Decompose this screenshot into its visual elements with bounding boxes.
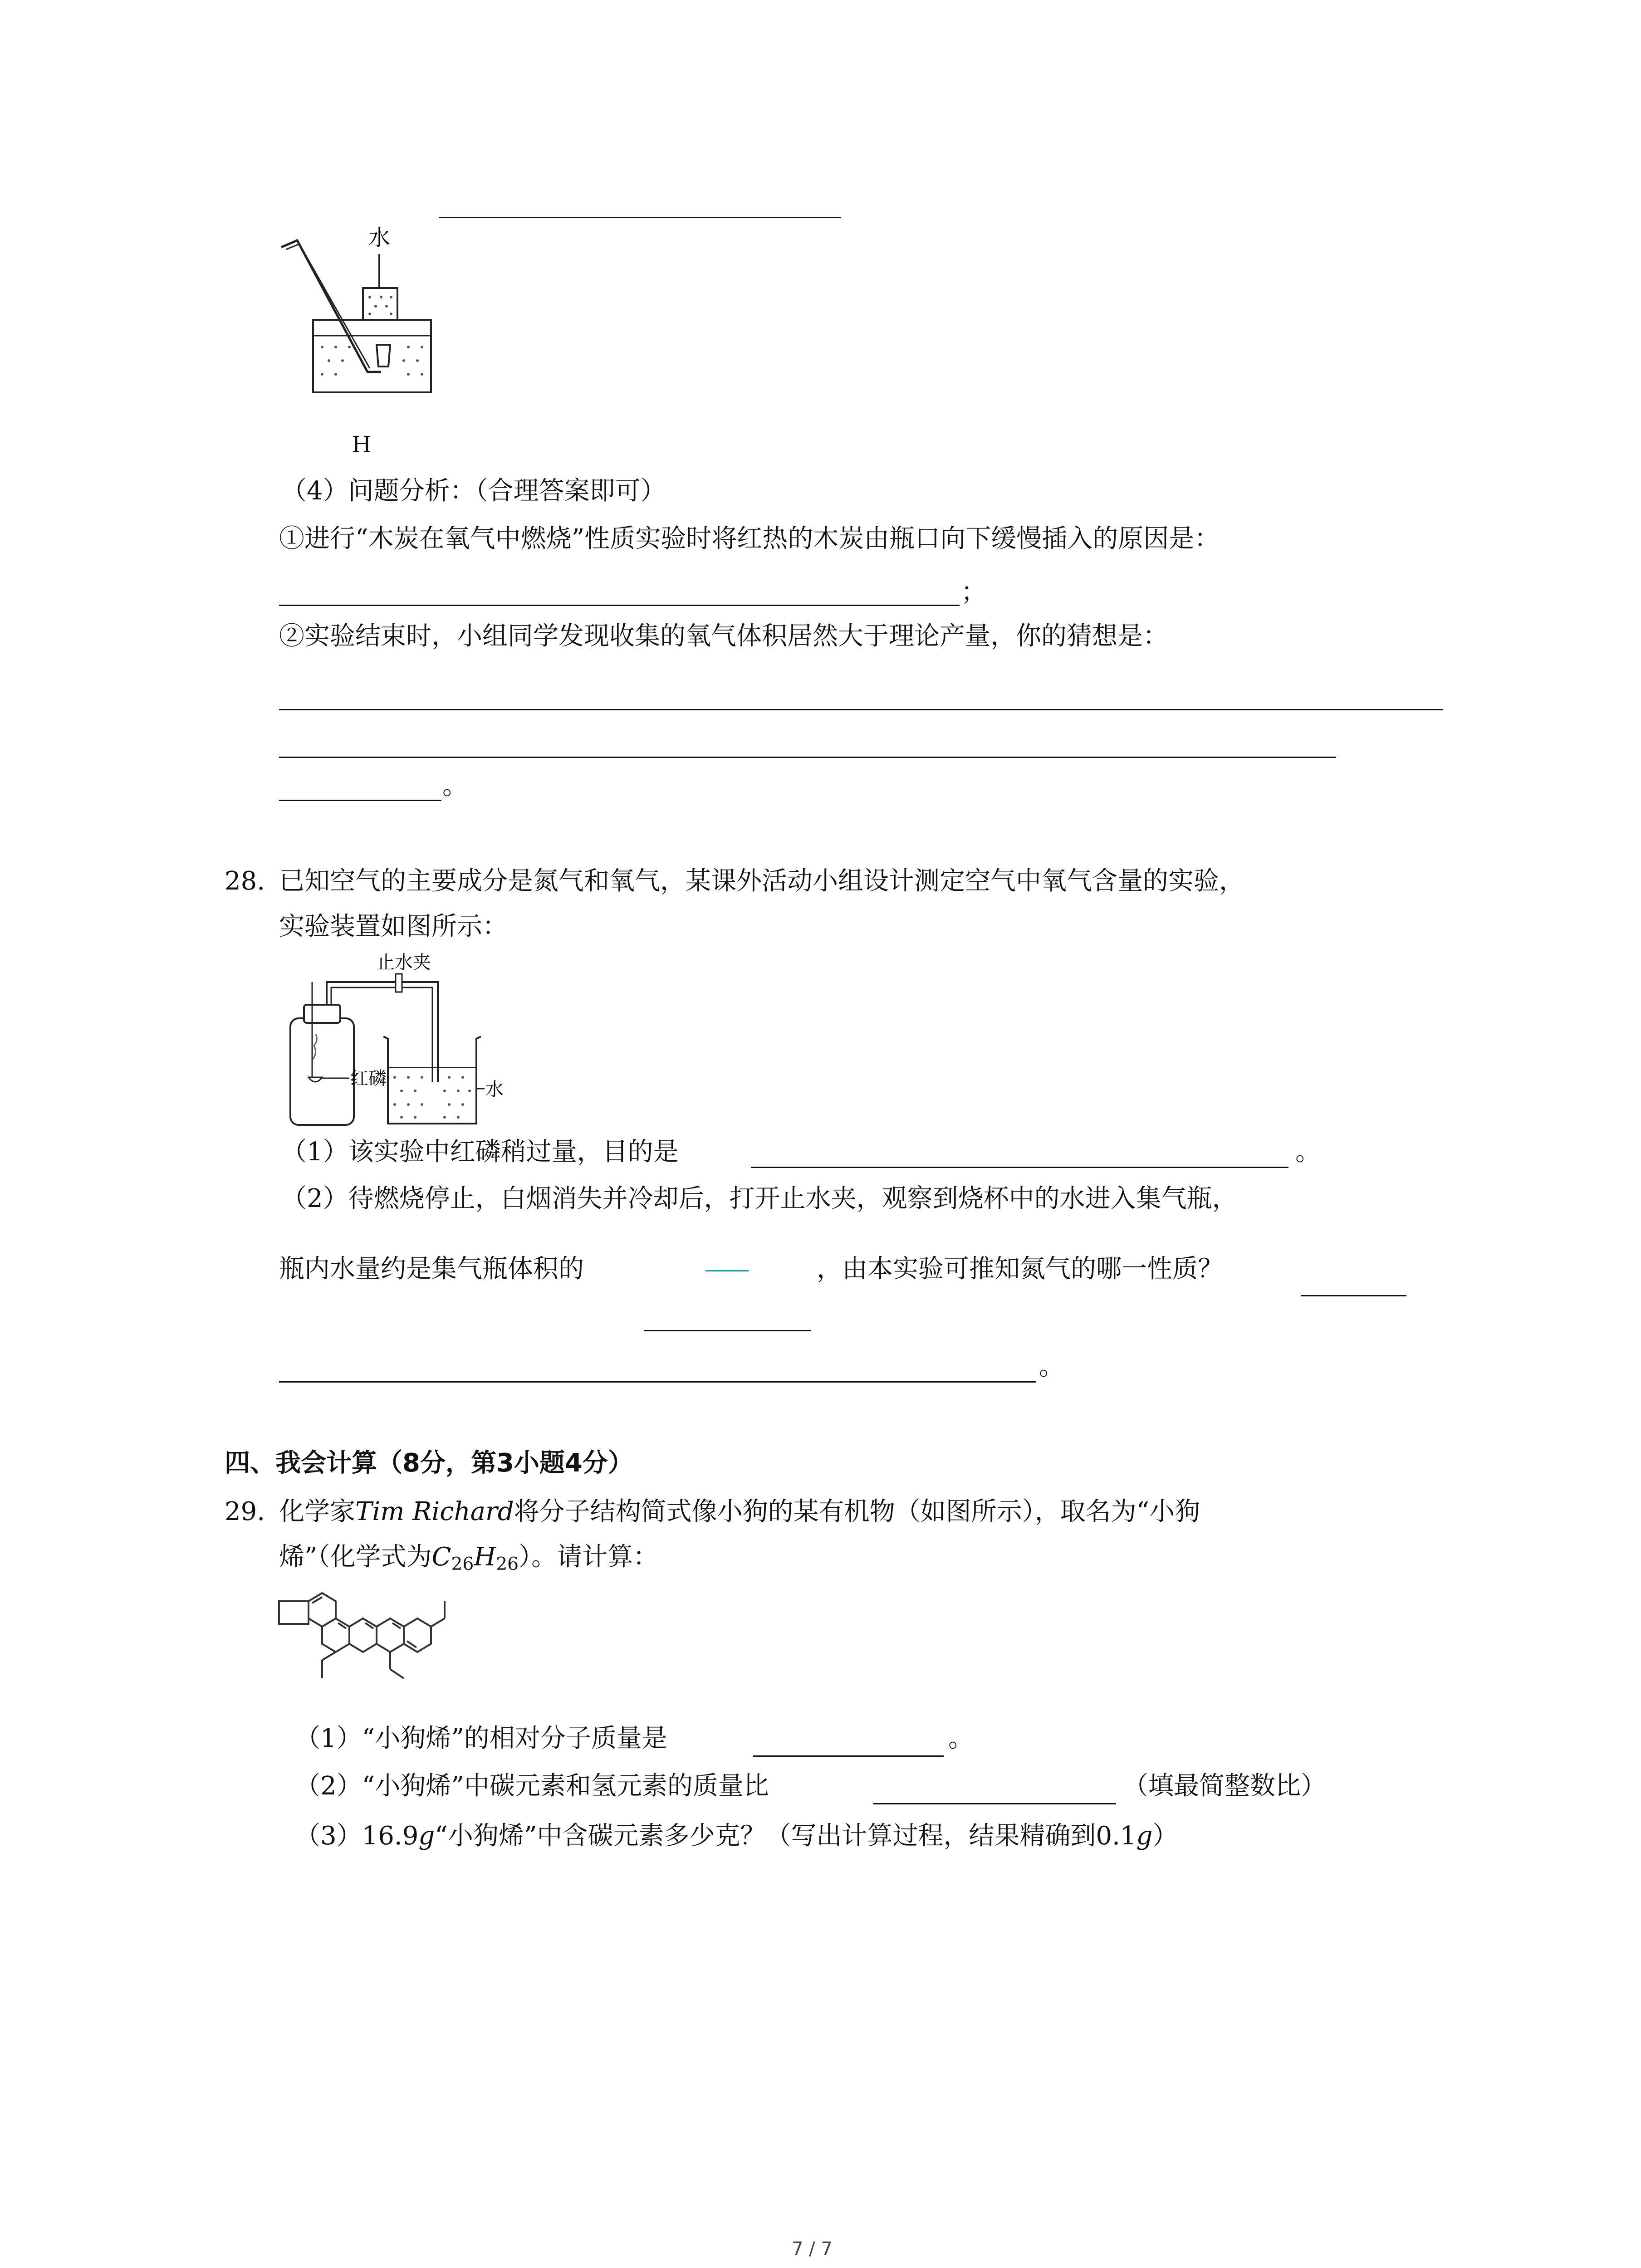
q28-line2: 实验装置如图所示： (279, 912, 508, 941)
q28-sub2: （2）待燃烧停止，白烟消失并冷却后，打开止水夹，观察到烧杯中的水进入集气瓶， (281, 1184, 1238, 1213)
q28-sub2-blank-fraction[interactable] (644, 1330, 811, 1331)
q29-line1b: 将分子结构简式像小狗的某有机物（如图所示），取名为“小狗 (514, 1497, 1200, 1526)
q29-sub1-end: 。 (948, 1724, 974, 1753)
q29-sub3-unit: g (418, 1821, 435, 1851)
q29-scientist-name: Tim Richard (355, 1497, 514, 1526)
figure-h-diagram (272, 222, 463, 422)
q29-sub3 (295, 1823, 1178, 1849)
q29-sub3a: （3）16.9 (295, 1821, 419, 1851)
q28-fraction-bar (705, 1270, 749, 1271)
q28-fig-water-label: 水 (485, 1079, 504, 1100)
q29-sub1: （1）“小狗烯”的相对分子质量是 (295, 1724, 667, 1753)
q29-line1a: 化学家 (279, 1497, 355, 1526)
q29-formula-h: H (474, 1542, 496, 1572)
q28-line1: 已知空气的主要成分是氮气和氧气，某课外活动小组设计测定空气中氧气含量的实验， (279, 866, 1244, 896)
q28-apparatus-diagram (277, 946, 531, 1132)
q27-4-end-mark: 。 (442, 771, 468, 801)
q28-sub1-blank[interactable] (751, 1167, 1288, 1168)
q27-4-item1-blank[interactable] (279, 605, 960, 606)
q28-sub1: （1）该实验中红磷稍过量，目的是 (281, 1137, 679, 1167)
q29-line2 (279, 1542, 659, 1574)
section-4-title: 四、我会计算（8分，第3小题4分） (225, 1448, 633, 1478)
answer-blank-top (439, 217, 841, 218)
q29-sub2-end: （填最简整数比） (1123, 1771, 1326, 1801)
q28-fig-phosphorus-label: 红磷 (350, 1068, 387, 1089)
q29-sub2-blank[interactable] (873, 1803, 1116, 1804)
q28-sub2-line2b: ，由本实验可推知氮气的哪一性质？ (817, 1254, 1223, 1284)
q28-sub2-blank-1[interactable] (1301, 1295, 1406, 1296)
q28-sub1-end: 。 (1295, 1137, 1321, 1167)
q29-formula-c-sub: 26 (451, 1554, 474, 1574)
q27-4-item2-blank-2[interactable] (279, 757, 1336, 758)
q27-4-item1: ①进行“木炭在氧气中燃烧”性质实验时将红热的木炭由瓶口向下缓慢插入的原因是： (279, 524, 1220, 553)
q28-end-mark: 。 (1039, 1352, 1064, 1381)
q29-molecule-structure (272, 1583, 481, 1719)
q29-number: 29. (225, 1497, 265, 1526)
q27-4-item2: ②实验结束时，小组同学发现收集的氧气体积居然大于理论产量，你的猜想是： (279, 621, 1168, 651)
q29-sub3-unit2: g (1136, 1821, 1153, 1851)
q29-line2a: 烯”（化学式为 (279, 1542, 432, 1572)
q29-sub2: （2）“小狗烯”中碳元素和氢元素的质量比 (295, 1771, 769, 1801)
q29-line2b: ）。请计算： (519, 1542, 659, 1572)
q29-sub3b: “小狗烯”中含碳元素多少克？（写出计算过程，结果精确到0.1 (435, 1821, 1136, 1851)
q29-sub3-end: ） (1152, 1821, 1178, 1851)
figure-h-water-label: 水 (368, 225, 391, 250)
page-number: 7 / 7 (792, 2239, 833, 2259)
q29-line1 (279, 1499, 1200, 1525)
q27-4-title: （4）问题分析：（合理答案即可） (281, 476, 666, 506)
q28-number: 28. (225, 866, 265, 896)
q28-fig-clamp-label: 止水夹 (377, 952, 431, 973)
q27-4-item2-blank-3[interactable] (279, 800, 441, 801)
q28-sub2-blank-2[interactable] (279, 1381, 1036, 1383)
q29-sub1-blank[interactable] (753, 1755, 944, 1757)
figure-h-caption-text: H (352, 431, 372, 458)
q27-4-item1-end: ； (961, 577, 986, 607)
q29-formula-h-sub: 26 (496, 1554, 519, 1574)
q27-4-item2-blank-1[interactable] (279, 709, 1443, 710)
q28-sub2-line2a: 瓶内水量约是集气瓶体积的 (279, 1254, 584, 1284)
q29-formula-c: C (431, 1542, 451, 1572)
